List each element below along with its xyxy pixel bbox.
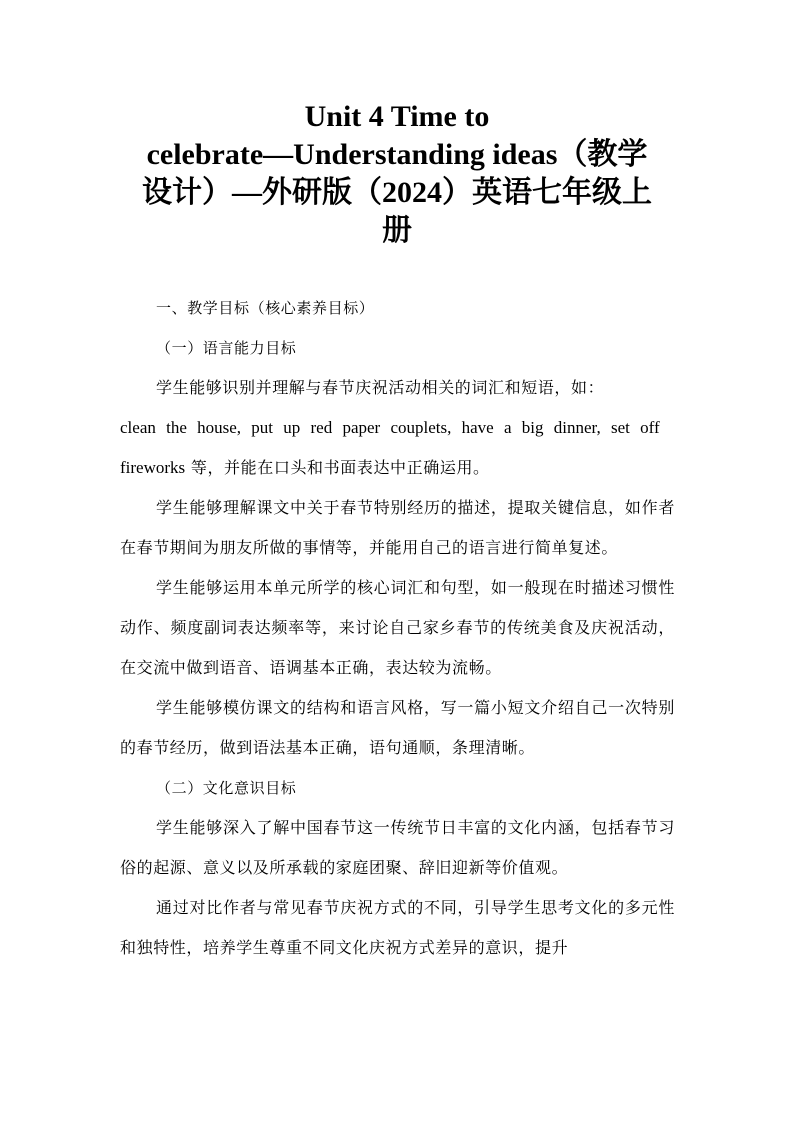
paragraph-vocabulary-line-1: 学生能够识别并理解与春节庆祝活动相关的词汇和短语，如： (156, 378, 605, 397)
paragraph-comprehension: 学生能够理解课文中关于春节特别经历的描述，提取关键信息，如作者在春节期间为朋友所做的事情等，并能用自己的语言进行简单复述。 (120, 498, 675, 557)
document-title (100, 98, 694, 250)
paragraph-vocabulary-end-text: 等，并能在口头和书面表达中正确运用。 (185, 458, 490, 477)
paragraph-culture-connotation: 学生能够深入了解中国春节这一传统节日丰富的文化内涵，包括春节习俗的起源、意义以及所承载的家庭团聚、辞旧迎新等价值观。 (120, 818, 675, 877)
title-line-1: Unit 4 Time to (304, 100, 490, 133)
phrase-fireworks: fireworks (120, 458, 186, 477)
subsection-heading-language-ability: （一）语言能力目标 (156, 339, 297, 357)
phrase-list: clean the house, put up red paper couplets, have a big dinner, set off (120, 418, 660, 437)
title-line-4: 册 (382, 214, 412, 247)
paragraph-speaking: 学生能够运用本单元所学的核心词汇和句型，如一般现在时描述习惯性动作、频度副词表达频率等，来讨论自己家乡春节的传统美食及庆祝活动，在交流中做到语音、语调基本正确，表达较为流畅。 (120, 578, 675, 677)
paragraph-culture-comparison: 通过对比作者与常见春节庆祝方式的不同，引导学生思考文化的多元性和独特性，培养学生尊重不同文化庆祝方式差异的意识，提升 (120, 898, 675, 957)
title-line-3: 设计）—外研版（2024）英语七年级上 (142, 176, 652, 209)
paragraph-vocabulary-end (120, 448, 675, 488)
title-line-2: celebrate—Understanding ideas（教学 (146, 138, 648, 171)
paragraph-writing: 学生能够模仿课文的结构和语言风格，写一篇小短文介绍自己一次特别的春节经历，做到语法基本正确，语句通顺，条理清晰。 (120, 698, 675, 757)
document-body (120, 288, 675, 968)
paragraph-vocabulary (120, 368, 675, 408)
paragraph-vocabulary-phrases (120, 408, 675, 448)
subsection-heading-cultural-awareness: （二）文化意识目标 (156, 779, 297, 797)
section-heading-teaching-objectives: 一、教学目标（核心素养目标） (156, 299, 375, 317)
